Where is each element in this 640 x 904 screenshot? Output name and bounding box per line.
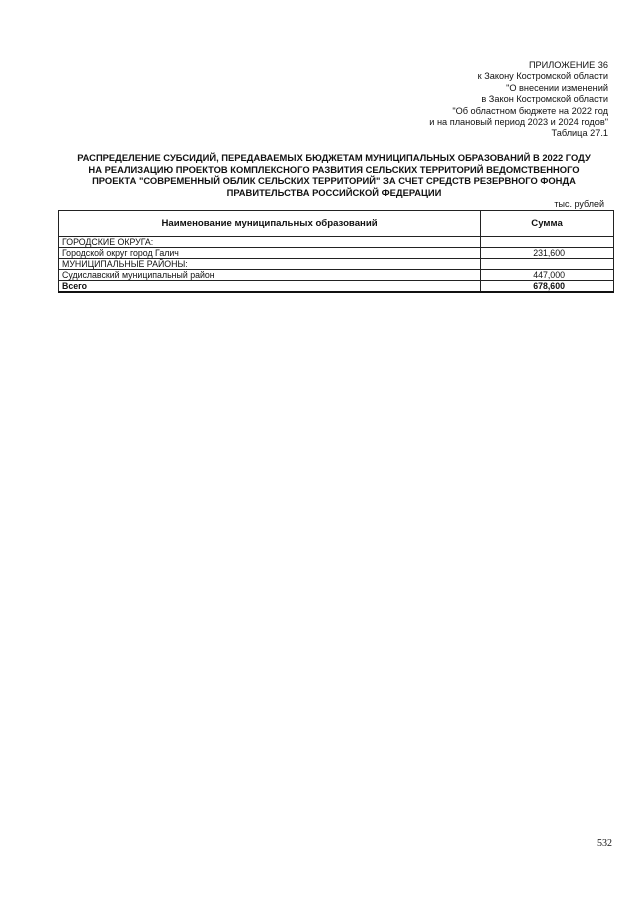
units-label: тыс. рублей (554, 199, 604, 209)
appendix-line: "Об областном бюджете на 2022 год (452, 105, 608, 116)
row-sum (481, 237, 614, 248)
appendix-line: и на плановый период 2023 и 2024 годов" (429, 117, 608, 128)
row-name: Городской округ город Галич (59, 248, 481, 259)
appendix-table-number: Таблица 27.1 (551, 128, 608, 139)
title-line: РАСПРЕДЕЛЕНИЕ СУБСИДИЙ, ПЕРЕДАВАЕМЫХ БЮДЖЕТАМ МУНИЦИПАЛЬНЫХ ОБРАЗОВАНИЙ В 2022 ГОДУ (77, 152, 591, 163)
row-name: Судиславский муниципальный район (59, 270, 481, 281)
row-name: ГОРОДСКИЕ ОКРУГА: (59, 237, 481, 248)
appendix-line: в Закон Костромской области (481, 94, 608, 105)
title-line: НА РЕАЛИЗАЦИЮ ПРОЕКТОВ КОМПЛЕКСНОГО РАЗВИТИЯ СЕЛЬСКИХ ТЕРРИТОРИЙ ВЕДОМСТВЕННОГО (88, 163, 580, 175)
appendix-line: "О внесении изменений (506, 82, 608, 93)
appendix-line: ПРИЛОЖЕНИЕ 36 (528, 60, 608, 70)
row-sum: 447,000 (481, 270, 614, 281)
row-name: МУНИЦИПАЛЬНЫЕ РАЙОНЫ: (59, 259, 481, 270)
title-line: ПРАВИТЕЛЬСТВА РОССИЙСКОЙ ФЕДЕРАЦИИ (226, 186, 442, 198)
table-header-row (59, 211, 614, 237)
title-line: ПРОЕКТА "СОВРЕМЕННЫЙ ОБЛИК СЕЛЬСКИХ ТЕРРИТОРИЙ" ЗА СЧЕТ СРЕДСТВ РЕЗЕРВНОГО ФОНДА (92, 175, 576, 187)
page-number: 532 (597, 838, 612, 849)
table-row (59, 248, 614, 259)
appendix-line: к Закону Костромской области (477, 71, 608, 82)
column-header-name: Наименование муниципальных образований (59, 211, 481, 237)
document-title (60, 152, 608, 198)
subsidy-table (58, 210, 614, 293)
column-header-sum: Сумма (481, 211, 614, 237)
total-sum: 678,600 (481, 281, 614, 293)
row-sum (481, 259, 614, 270)
table-row (59, 237, 614, 248)
table-row (59, 270, 614, 281)
table-row (59, 259, 614, 270)
row-sum: 231,600 (481, 248, 614, 259)
table-total-row (59, 281, 614, 293)
total-label: Всего (59, 281, 481, 293)
appendix-header (288, 60, 608, 140)
